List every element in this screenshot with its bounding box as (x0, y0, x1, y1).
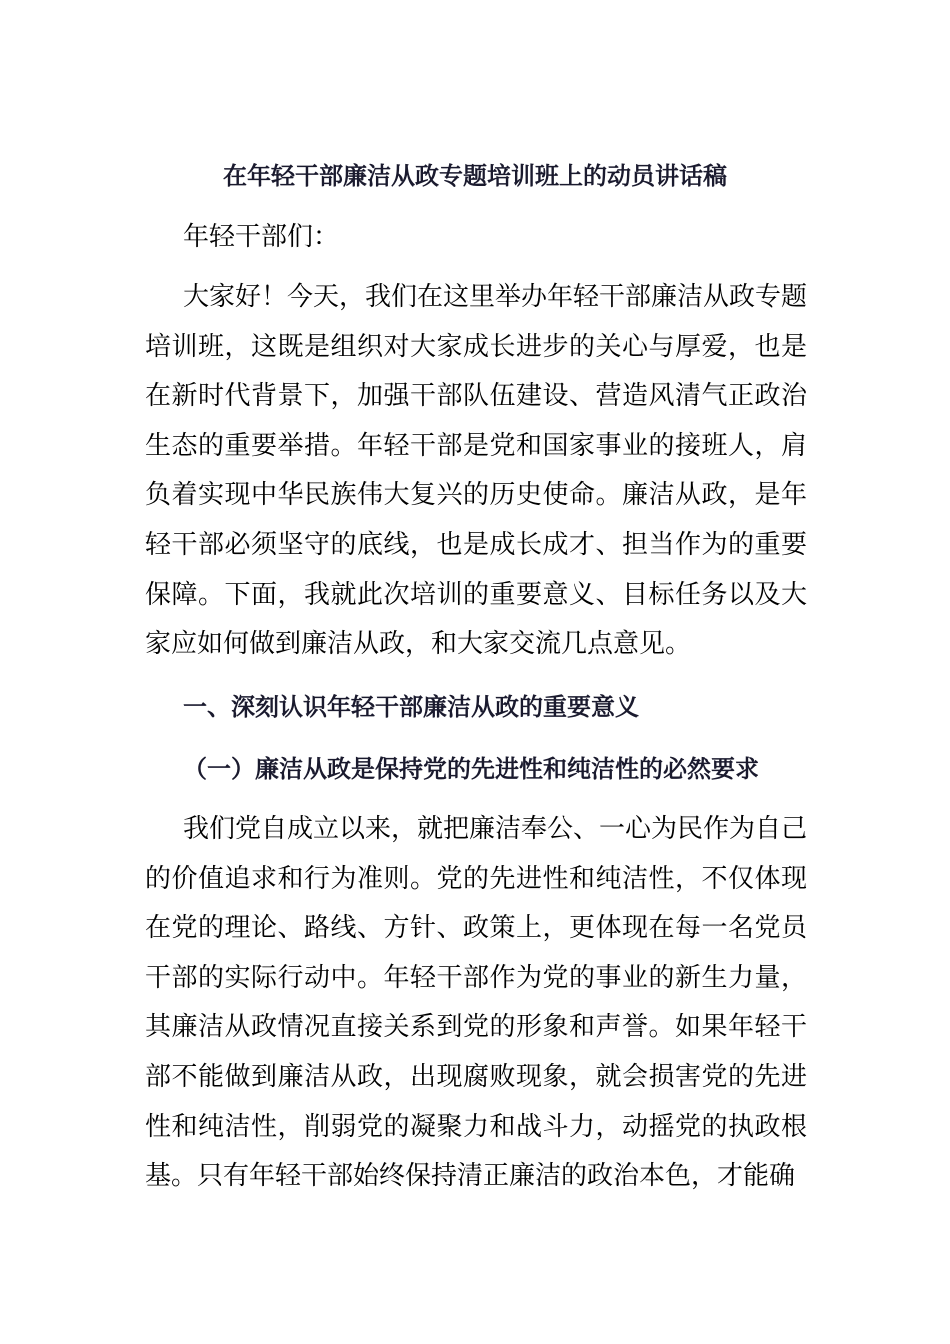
document-title: 在年轻干部廉洁从政专题培训班上的动员讲话稿 (223, 162, 727, 190)
subsection-heading-1: （一）廉洁从政是保持党的先进性和纯洁性的必然要求 (183, 755, 759, 783)
body-paragraph-section-1: 我们党自成立以来，就把廉洁奉公、一心为民作为自己的价值追求和行为准则。党的先进性和纯洁性，不仅体现在党的理论、路线、方针、政策上，更体现在每一名党员干部的实际行动中。年轻干部作为党的事业的新生力量，其廉洁从政情况直接关系到党的形象和声誉。如果年轻干部不能做到廉洁从政，出现腐败现象，就会损害党的先进性和纯洁性，削弱党的凝聚力和战斗力，动摇党的执政根基。只有年轻干部始终保持清正廉洁的政治本色，才能确 (145, 814, 808, 1192)
body-paragraph-intro: 大家好！今天，我们在这里举办年轻干部廉洁从政专题培训班，这既是组织对大家成长进步的关心与厚爱，也是在新时代背景下，加强干部队伍建设、营造风清气正政治生态的重要举措。年轻干部是党和国家事业的接班人，肩负着实现中华民族伟大复兴的历史使命。廉洁从政，是年轻干部必须坚守的底线，也是成长成才、担当作为的重要保障。下面，我就此次培训的重要意义、目标任务以及大家应如何做到廉洁从政，和大家交流几点意见。 (145, 282, 808, 660)
section-heading-1: 一、深刻认识年轻干部廉洁从政的重要意义 (183, 693, 639, 721)
salutation: 年轻干部们： (183, 222, 340, 252)
